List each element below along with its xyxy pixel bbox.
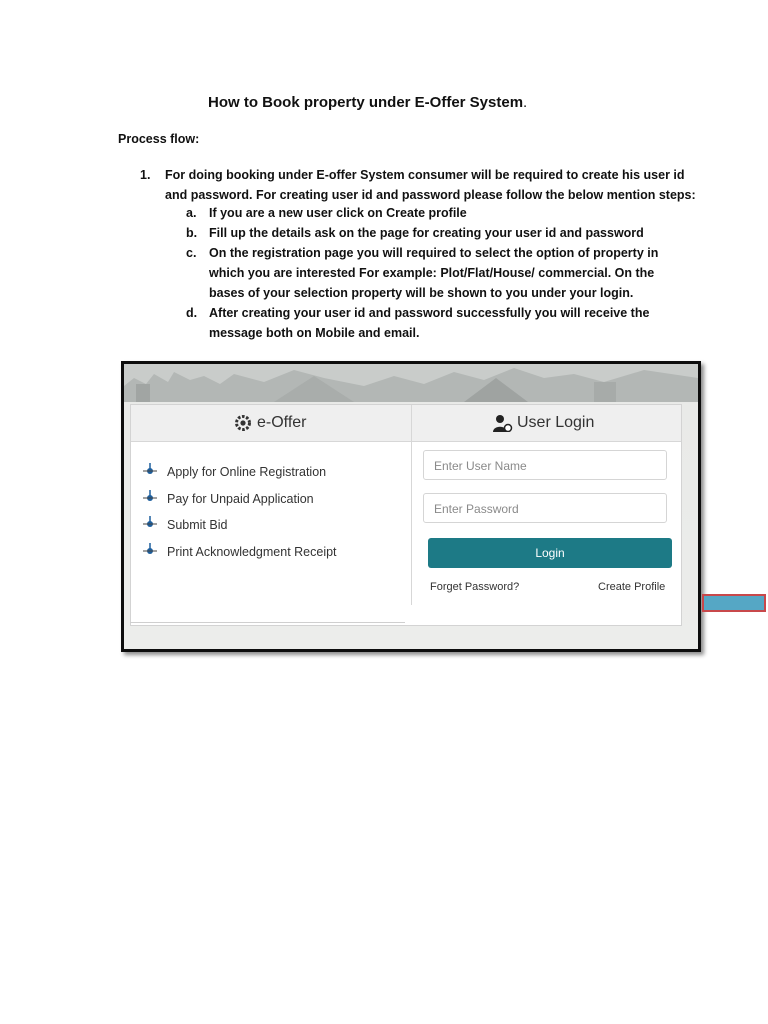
embedded-screenshot	[121, 361, 701, 652]
sub-step-text: On the registration page you will required to select the option of property in which you are interested For example: Plot/Flat/House/ commercial. On the bases of your selection property will be shown to you under your login.	[209, 246, 659, 300]
sub-step-text: If you are a new user click on Create profile	[209, 206, 467, 220]
menu-item-apply-registration[interactable]	[143, 459, 337, 486]
process-flow-heading: Process flow:	[118, 132, 200, 146]
numbered-step-1	[140, 165, 700, 205]
menu-item-submit-bid[interactable]	[143, 512, 337, 539]
step-number: 1.	[140, 168, 151, 182]
document-title-period: .	[523, 94, 528, 111]
pin-icon	[143, 463, 157, 477]
menu-item-label: Apply for Online Registration	[167, 465, 327, 480]
sub-step-letter: d.	[186, 306, 198, 320]
login-button[interactable]: Login	[428, 538, 672, 568]
create-profile-link[interactable]: Create Profile	[598, 581, 666, 593]
sub-step-letter: c.	[186, 246, 197, 260]
eoffer-menu	[143, 459, 337, 565]
background-buildings	[124, 364, 698, 402]
sub-step-letter: a.	[186, 206, 197, 220]
document-title	[208, 94, 527, 111]
user-login-heading	[493, 414, 594, 432]
password-placeholder: Enter Password	[434, 502, 519, 516]
sub-step-a	[186, 203, 686, 223]
menu-item-label: Pay for Unpaid Application	[167, 491, 314, 506]
panel-header	[131, 405, 681, 442]
menu-item-label: Print Acknowledgment Receipt	[167, 544, 337, 559]
username-input[interactable]	[423, 450, 667, 480]
sub-step-text: Fill up the details ask on the page for creating your user id and password	[209, 226, 644, 240]
eoffer-heading	[235, 414, 307, 432]
sub-step-c	[186, 243, 686, 303]
arrow-shape	[702, 594, 766, 612]
eoffer-login-panel	[130, 404, 682, 626]
forget-password-link[interactable]: Forget Password?	[430, 581, 520, 593]
eoffer-heading-text: e-Offer	[257, 414, 307, 431]
password-input[interactable]	[423, 493, 667, 523]
gear-icon	[235, 415, 251, 431]
sub-step-letter: b.	[186, 226, 198, 240]
sub-step-text: After creating your user id and password successfully you will receive the message both on Mobile and email.	[209, 306, 650, 340]
sub-step-b	[186, 223, 686, 243]
sub-step-d	[186, 303, 686, 343]
pin-icon	[143, 516, 157, 530]
menu-item-label: Submit Bid	[167, 518, 228, 533]
panel-divider	[411, 405, 412, 605]
username-placeholder: Enter User Name	[434, 459, 527, 473]
step-text: For doing booking under E-offer System consumer will be required to create his user id and password. For creating user id and password please follow the below mention steps:	[165, 168, 696, 202]
menu-item-print-receipt[interactable]	[143, 539, 337, 566]
menu-item-pay-unpaid[interactable]	[143, 486, 337, 513]
sub-step-list	[186, 203, 686, 343]
user-login-heading-text: User Login	[517, 414, 595, 431]
pin-icon	[143, 543, 157, 557]
pin-icon	[143, 490, 157, 504]
user-icon	[493, 414, 513, 432]
panel-bottom-border	[130, 622, 405, 623]
document-title-text: How to Book property under E-Offer System	[208, 94, 524, 111]
